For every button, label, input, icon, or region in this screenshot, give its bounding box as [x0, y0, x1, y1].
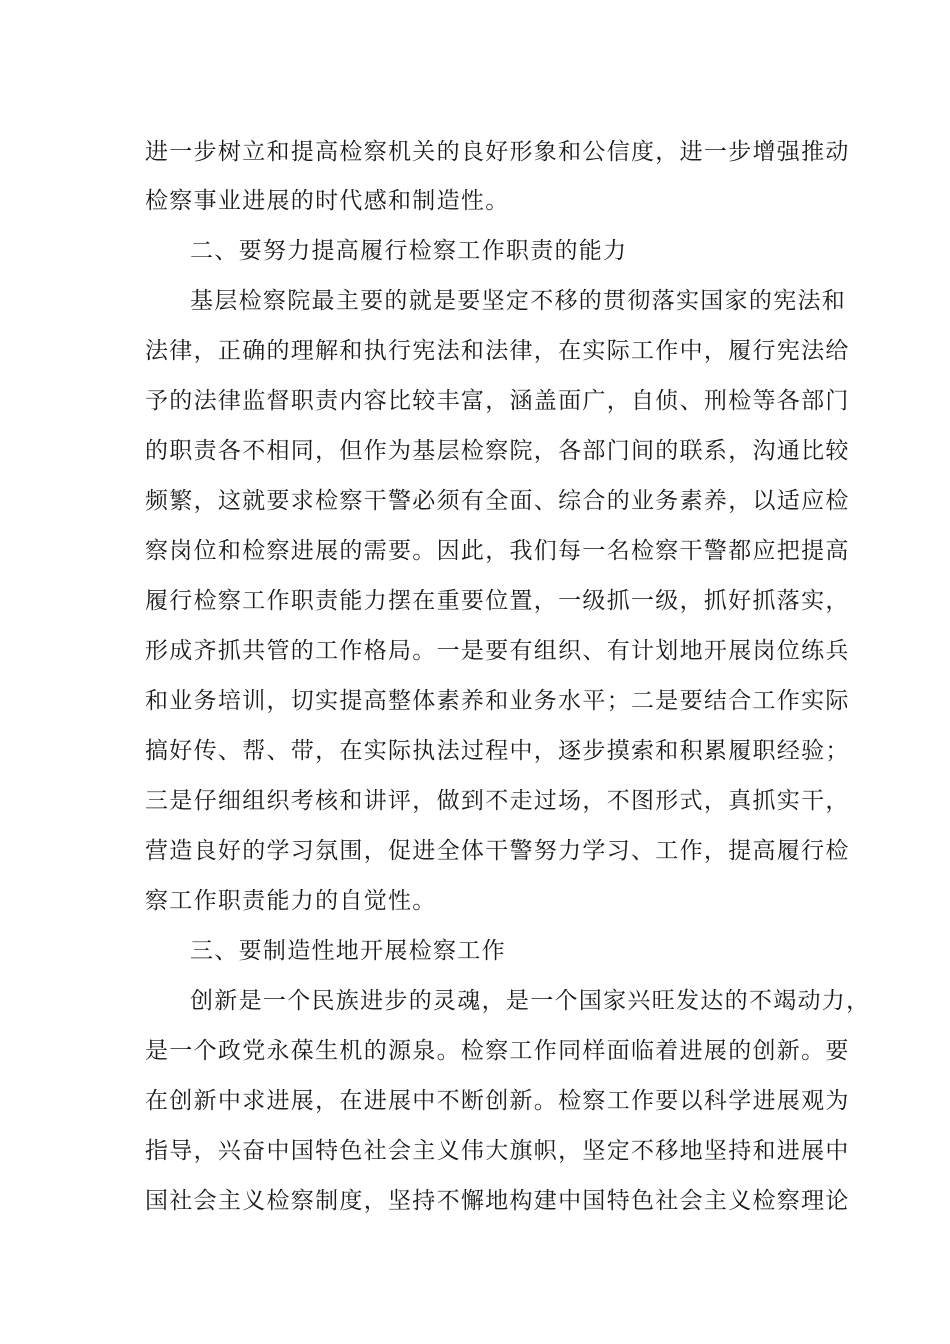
paragraph-line: 创新是一个民族进步的灵魂，是一个国家兴旺发达的不竭动力， — [190, 988, 871, 1014]
paragraph-line: 三是仔细组织考核和讲评，做到不走过场，不图形式，真抓实干， — [145, 788, 850, 814]
paragraph-line: 法律，正确的理解和执行宪法和法律，在实际工作中，履行宪法给 — [145, 338, 850, 364]
paragraph-line: 履行检察工作职责能力摆在重要位置，一级抓一级，抓好抓落实， — [145, 588, 850, 614]
paragraph-line: 检察事业进展的时代感和制造性。 — [145, 188, 510, 214]
paragraph-line: 进一步树立和提高检察机关的良好形象和公信度，进一步增强推动 — [145, 139, 850, 165]
paragraph-line: 的职责各不相同，但作为基层检察院，各部门间的联系，沟通比较 — [145, 438, 850, 464]
paragraph-line: 基层检察院最主要的就是要坚定不移的贯彻落实国家的宪法和 — [190, 288, 847, 314]
paragraph-line: 搞好传、帮、带，在实际执法过程中，逐步摸索和积累履职经验； — [145, 738, 850, 764]
paragraph-line: 察工作职责能力的自觉性。 — [145, 888, 437, 914]
paragraph-line: 营造良好的学习氛围，促进全体干警努力学习、工作，提高履行检 — [145, 838, 850, 864]
paragraph-line: 和业务培训，切实提高整体素养和业务水平；二是要结合工作实际 — [145, 688, 850, 714]
paragraph-line: 予的法律监督职责内容比较丰富，涵盖面广，自侦、刑检等各部门 — [145, 388, 850, 414]
section-heading: 二、要努力提高履行检察工作职责的能力 — [190, 238, 628, 264]
section-heading: 三、要制造性地开展检察工作 — [190, 938, 506, 964]
paragraph-line: 国社会主义检察制度，坚持不懈地构建中国特色社会主义检察理论 — [145, 1188, 850, 1214]
paragraph-line: 在创新中求进展，在进展中不断创新。检察工作要以科学进展观为 — [145, 1088, 850, 1114]
paragraph-line: 是一个政党永葆生机的源泉。检察工作同样面临着进展的创新。要 — [145, 1038, 850, 1064]
paragraph-line: 察岗位和检察进展的需要。因此，我们每一名检察干警都应把提高 — [145, 538, 850, 564]
paragraph-line: 指导，兴奋中国特色社会主义伟大旗帜，坚定不移地坚持和进展中 — [145, 1138, 850, 1164]
paragraph-line: 频繁，这就要求检察干警必须有全面、综合的业务素养，以适应检 — [145, 488, 850, 514]
paragraph-line: 形成齐抓共管的工作格局。一是要有组织、有计划地开展岗位练兵 — [145, 638, 850, 664]
